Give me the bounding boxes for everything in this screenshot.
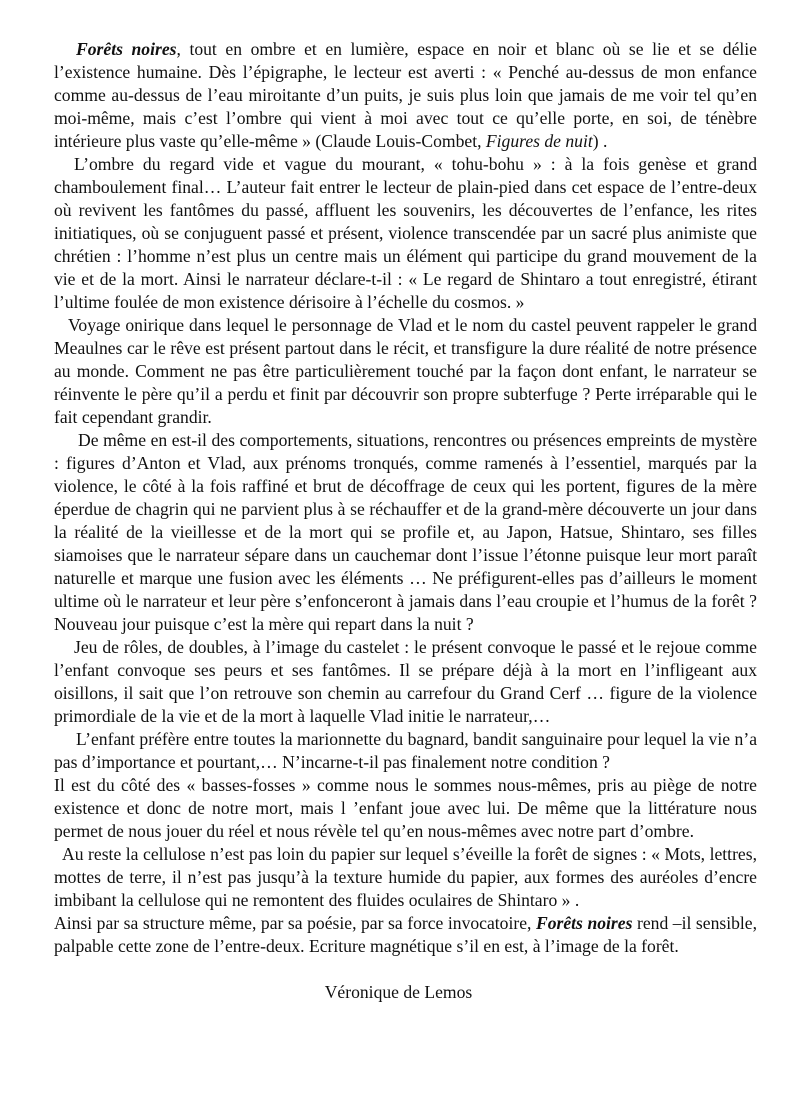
- paragraph-1-text-b: ) .: [592, 131, 608, 151]
- cited-book-title: Figures de nuit: [485, 131, 593, 151]
- paragraph-9: [54, 912, 757, 958]
- paragraph-6: L’enfant préfère entre toutes la marionnette du bagnard, bandit sanguinaire pour lequel la vie n’a pas d’importance et pourtant,… N’incarne-t-il pas finalement notre condition ?: [54, 729, 757, 772]
- paragraph-1: [54, 38, 757, 153]
- paragraph-1-text-a: , tout en ombre et en lumière, espace en noir et blanc où se lie et se délie l’existence humaine. Dès l’épigraphe, le lecteur est averti : « Penché au-dessus de mon enfance comme au-dessus de l’eau miroitante d’un puits, je suis plus loin que jamais de me voir tel qu’en moi-même, mais c’est l’ombre qui vient à moi avec tout ce qu’elle porte, en soi, de ténèbre intérieure plus vaste qu’elle-même » (Claude Louis-Combet,: [54, 39, 757, 151]
- book-title: Forêts noires: [76, 39, 177, 59]
- paragraph-7: Il est du côté des « basses-fosses » comme nous le sommes nous-mêmes, pris au piège de notre existence et donc de notre mort, mais l ’enfant joue avec lui. De même que la littérature nous permet de nous jouer du réel et nous révèle tel qu’en nous-mêmes avec notre part d’ombre.: [54, 775, 757, 841]
- author-signature: Véronique de Lemos: [324, 982, 473, 1002]
- paragraph-9-text-b: rend –il sensible, palpable cette zone de l’entre-deux. Ecriture magnétique s’il en est, à l’image de la forêt.: [54, 913, 757, 956]
- paragraph-3: Voyage onirique dans lequel le personnage de Vlad et le nom du castel peuvent rappeler le grand Meaulnes car le rêve est présent partout dans le récit, et transfigure la dure réalité de notre présence au monde. Comment ne pas être particulièrement touché par la façon dont enfant, le narrateur se réinvente le père qu’il a perdu et finit par découvrir son propre subterfuge ? Perte irréparable qui le fait cependant grandir.: [54, 315, 757, 427]
- paragraph-9-text-a: Ainsi par sa structure même, par sa poésie, par sa force invocatoire,: [54, 913, 536, 933]
- paragraph-5: Jeu de rôles, de doubles, à l’image du castelet : le présent convoque le passé et le rejoue comme l’enfant convoque ses peurs et ses fantômes. Il se prépare déjà à la mort en l’infligeant aux oisillons, il sait que l’on retrouve son chemin au carrefour du Grand Cerf … figure de la violence primordiale de la vie et de la mort à laquelle Vlad initie le narrateur,…: [54, 637, 757, 726]
- paragraph-8: Au reste la cellulose n’est pas loin du papier sur lequel s’éveille la forêt de signes : « Mots, lettres, mottes de terre, il n’est pas jusqu’à la texture humide du papier, aux formes des auréoles d’encre imbibant la cellulose qui ne remontent des fluides oculaires de Shintaro » .: [54, 844, 757, 910]
- paragraph-2: L’ombre du regard vide et vague du mourant, « tohu-bohu » : à la fois genèse et grand chamboulement final… L’auteur fait entrer le lecteur de plain-pied dans cet espace de l’entre-deux où revivent les fantômes du passé, affluent les souvenirs, les découvertes de l’enfance, les rites initiatiques, où se conjuguent passé et présent, violence transcendée par un sacré plus animiste que chrétien : l’homme n’est plus un centre mais un élément qui participe du grand mouvement de la vie et de la mort. Ainsi le narrateur déclare-t-il : « Le regard de Shintaro a tout enregistré, étirant l’ultime foulée de mon existence dérisoire à l’échelle du cosmos. »: [54, 154, 757, 312]
- paragraph-4: De même en est-il des comportements, situations, rencontres ou présences empreints de mystère : figures d’Anton et Vlad, aux prénoms tronqués, comme ramenés à l’essentiel, marqués par la violence, le côté à la fois raffiné et brut de décoffrage de ceux qui les portent, figures de la mère éperdue de chagrin qui ne parvient plus à se réchauffer et de la grand-mère découverte un jour dans la réalité de la vieillesse et de la mort qui se profile et, au Japon, Hatsue, Shintaro, ses filles siamoises que le narrateur sépare dans un cauchemar dont l’issue l’étonne puisque leur mort paraît naturelle et marque une fusion avec les éléments … Ne préfigurent-elles pas d’ailleurs le moment ultime où le narrateur et leur père s’enfonceront à jamais dans l’eau croupie et l’humus de la forêt ? Nouveau jour puisque c’est la mère qui repart dans la nuit ?: [54, 430, 757, 634]
- book-title-repeat: Forêts noires: [535, 913, 633, 933]
